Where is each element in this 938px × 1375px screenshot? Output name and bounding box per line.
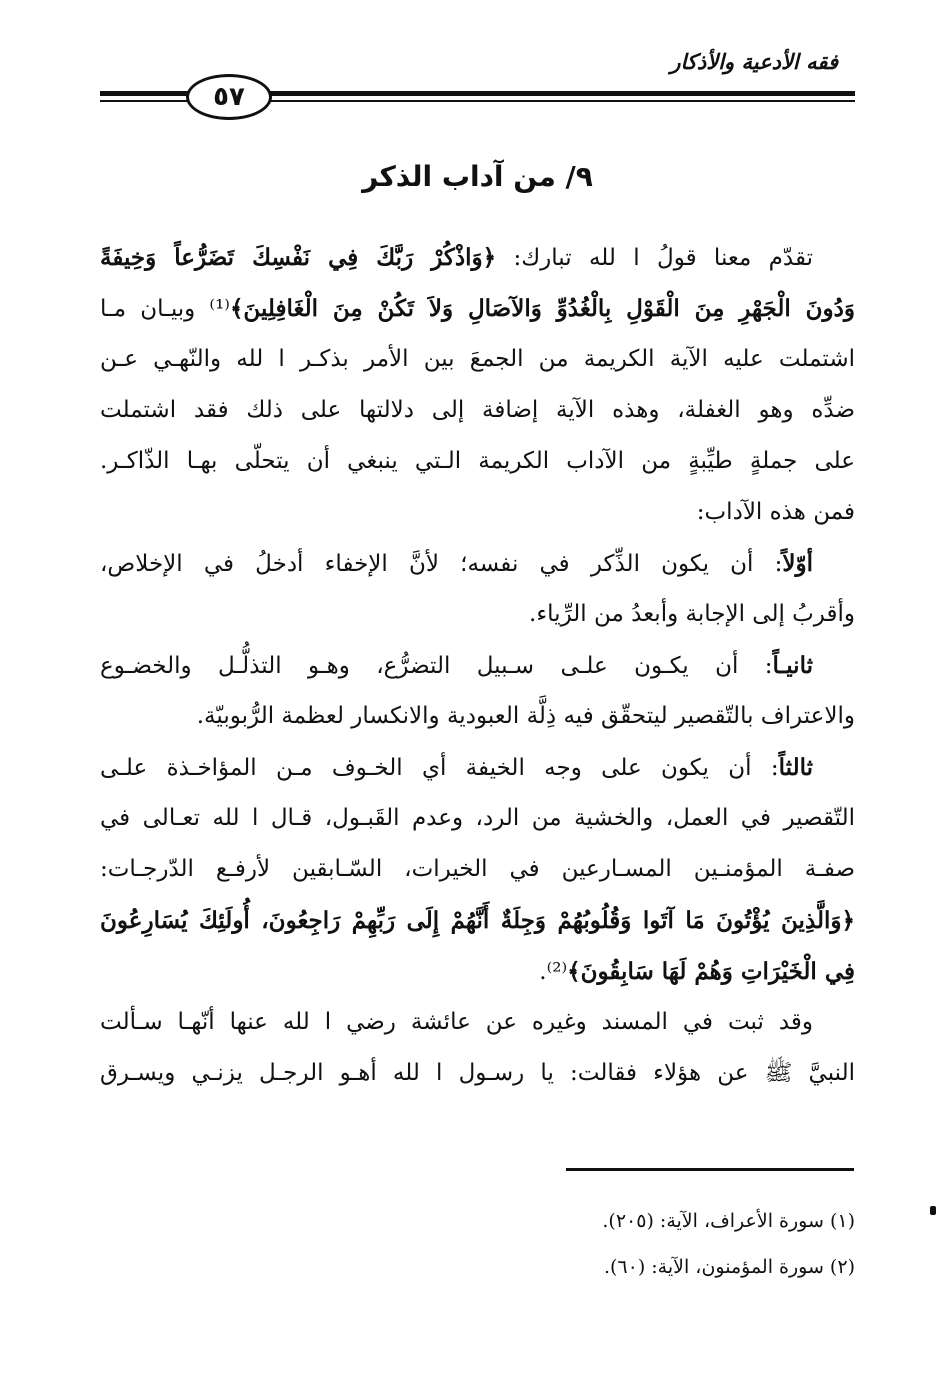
body-line-10: [100, 691, 855, 742]
point-lead-second: ثانيـاً: [772, 652, 813, 679]
text-run: : أن يكون الذِّكر في نفسه؛ لأنَّ الإخفاء أدخلُ في الإخلاص،: [100, 551, 783, 577]
text-run: وأقربُ إلى الإجابة وأبعدُ من الرِّياء.: [529, 601, 855, 627]
body-line-1: [100, 232, 855, 283]
body-line-11: [100, 742, 855, 793]
text-run: صفـة المؤمنـين المسـارعين في الخيرات، السّـابقين لأرفـع الدّرجـات:: [100, 856, 855, 882]
point-lead-third: ثالثاً: [778, 754, 813, 781]
quran-quote: ﴿وَاذْكُرْ رَبَّكَ فِي نَفْسِكَ تَضَرُّعاً وَخِيفَةً: [100, 244, 497, 271]
text-run: : أن يكـون علـى سـبيل التضرُّع، وهـو التذلُّـل والخضـوع: [100, 653, 773, 679]
body-line-7: [100, 538, 855, 589]
text-run: النبيَّ ﷺ عن هؤلاء فقالت: يا رسـول ا لله أهـو الرجـل يزنـي ويسـرق: [100, 1060, 855, 1086]
running-header-title: فقه الأدعية والأذكار: [670, 50, 838, 74]
footnote-1: (١) سورة الأعراف، الآية: (٢٠٥).: [602, 1210, 855, 1232]
point-lead-first: أوّلاً: [782, 550, 813, 577]
text-run: تقدّم معنا قولُ ا لله تبارك:: [496, 245, 813, 271]
section-heading: ٩/ من آداب الذكر: [362, 160, 593, 193]
body-line-4: [100, 385, 855, 436]
body-line-12: [100, 793, 855, 844]
text-run: فمن هذه الآداب:: [696, 499, 855, 525]
page-number: ٥٧: [213, 82, 245, 112]
quran-quote: ﴿وَالَّذِينَ يُؤْتُونَ مَا آتَوا وَقُلُوبُهُمْ وَجِلَةٌ أَنَّهُمْ إِلَى رَبِّهِمْ رَاجِعُونَ، أُولَئِكَ يُسَارِعُونَ: [100, 907, 855, 934]
body-line-3: [100, 334, 855, 385]
footnote-separator: [566, 1168, 854, 1171]
text-run: على جملةٍ طيِّبةٍ من الآداب الكريمة الـتي ينبغي أن يتحلّى بهـا الذّاكـر.: [100, 448, 855, 474]
text-run: وقد ثبت في المسند وغيره عن عائشة رضي ا لله عنها أنّهـا سـألت: [100, 1009, 813, 1035]
text-run: والاعتراف بالتّقصير ليتحقّق فيه ذِلَّة العبودية والانكسار لعظمة الرُّبوبيّة.: [196, 703, 855, 729]
body-line-16: [100, 997, 855, 1048]
scan-edge-mark: [930, 1206, 936, 1215]
footnote-2: (٢) سورة المؤمنون، الآية: (٦٠).: [603, 1256, 855, 1278]
text-run: ضدِّه وهو الغفلة، وهذه الآية إضافة إلى دلالتها على ذلك فقد اشتملت: [100, 397, 855, 423]
body-line-14: [100, 895, 855, 946]
text-run: ⁽¹⁾ وبيـان مـا: [100, 296, 230, 322]
text-run: اشتملت عليه الآية الكريمة من الجمعَ بين الأمر بذكـر ا لله والنّهـي عـن: [100, 346, 855, 372]
body-line-8: [100, 589, 855, 640]
body-line-17: [100, 1048, 855, 1099]
body-line-6: [100, 487, 855, 538]
text-run: : أن يكون على وجه الخيفة أي الخـوف مـن المؤاخـذة علـى: [100, 755, 779, 781]
page-number-oval: [186, 74, 272, 120]
body-line-13: [100, 844, 855, 895]
text-run: ⁽²⁾.: [539, 959, 568, 985]
text-run: التّقصير في العمل، والخشية من الرد، وعدم القَبـول، قـال ا لله تعـالى في: [100, 805, 855, 831]
body-line-5: [100, 436, 855, 487]
body-line-15: [100, 946, 855, 997]
body-line-2: [100, 283, 855, 334]
body-text: [100, 232, 855, 1099]
body-line-9: [100, 640, 855, 691]
quran-quote: فِي الْخَيْرَاتِ وَهُمْ لَهَا سَابِقُونَ﴾: [567, 958, 855, 985]
quran-quote: وَدُونَ الْجَهْرِ مِنَ الْقَوْلِ بِالْغُدُوِّ وَالآصَالِ وَلاَ تَكُنْ مِنَ الْغَافِلِينَ﴾: [229, 295, 855, 322]
footnotes: [100, 1198, 855, 1290]
